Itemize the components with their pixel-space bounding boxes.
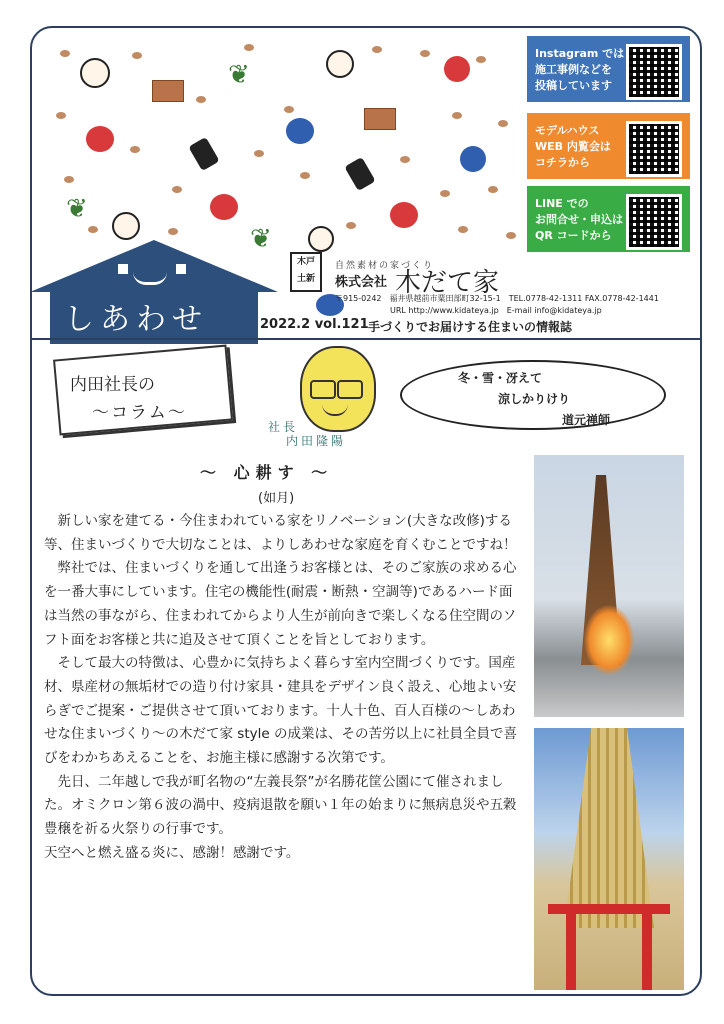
poem-line-1: 冬・雪・冴えて — [458, 371, 543, 385]
glasses-icon — [337, 380, 363, 399]
holly-icon: ❦ — [66, 194, 88, 224]
newsletter-tagline: 手づくりでお届けする住まいの情報誌 — [368, 320, 573, 334]
instagram-text-1: Instagram では — [535, 47, 625, 60]
column-tag-line2: ～コラム～ — [92, 403, 187, 423]
company-name-prefix: 株式会社 — [335, 275, 388, 290]
paragraph: 先日、二年越しで我が町名物の“左義長祭”が名勝花筐公園にて催されました。オミクロン第６波の渦中、疫病退散を願い１年の始まりに無病息災や五穀豊穣を祈る火祭りの行事です。 — [44, 773, 517, 838]
instagram-box[interactable] — [527, 36, 690, 102]
column-body — [44, 510, 520, 866]
okame-face-icon — [326, 50, 354, 78]
instagram-qr-code[interactable] — [626, 44, 682, 100]
poem-author: 道元禅師 — [562, 413, 611, 427]
house-eye-icon — [176, 264, 186, 274]
line-box[interactable] — [527, 186, 690, 252]
blue-oni-icon — [460, 146, 486, 172]
red-oni-icon — [444, 56, 470, 82]
president-name: 内田隆陽 — [286, 434, 347, 448]
model-house-text-1: モデルハウス — [535, 124, 600, 137]
header-divider — [30, 338, 702, 340]
poem-line-2: 涼しかりけり — [498, 392, 571, 406]
company-address: 〒915-0242 福井県越前市粟田部町32-15-1 TEL.0778-42-1311 FAX.0778-42-1441 — [335, 294, 659, 303]
bean-box-icon — [152, 80, 184, 102]
company-url[interactable]: URL http://www.kidateya.jp E-mail info@kidateya.jp — [390, 306, 602, 315]
line-text-1: LINE での — [535, 197, 589, 210]
line-text-2: お問合せ・申込は — [535, 213, 623, 226]
model-house-qr-code[interactable] — [626, 121, 682, 177]
red-oni-icon — [390, 202, 418, 228]
model-house-text-3: コチラから — [535, 156, 590, 169]
column-tag-line1: 内田社長の — [70, 375, 155, 395]
red-oni-icon — [86, 126, 114, 152]
issue-number: 2022.2 vol.121 — [260, 317, 369, 332]
newsletter-title: しあわせ — [64, 302, 208, 337]
company-name: 木だて家 — [395, 268, 500, 298]
instagram-text-3: 投稿しています — [535, 79, 612, 92]
instagram-text-2: 施工事例などを — [535, 63, 612, 76]
paragraph: 弊社では、住まいづくりを通して出逢うお客様とは、そのご家族の求める心を一番大事にしています。住宅の機能性(耐震・断熱・空調等)であるハード面は当然の事ながら、住まわれてからより人生が前向きで楽しくなる住空間のソフト面をお客様と共に追及させて頂くことを旨としております。 — [44, 560, 517, 648]
festival-fire-photo — [534, 455, 684, 717]
company-subtitle: 自然素材の家づくり — [335, 261, 435, 271]
okame-face-icon — [112, 212, 140, 240]
red-oni-icon — [210, 194, 238, 220]
model-house-box[interactable] — [527, 113, 690, 179]
festival-tower-photo — [534, 728, 684, 990]
holly-icon: ❦ — [250, 224, 272, 254]
glasses-icon — [310, 380, 336, 399]
torii-gate — [548, 904, 670, 990]
blue-oni-icon — [286, 118, 314, 144]
line-qr-code[interactable] — [626, 194, 682, 250]
holly-icon: ❦ — [228, 60, 250, 90]
company-logo: 木戸 土新 — [290, 252, 322, 292]
model-house-text-2: WEB 内覧会は — [535, 140, 611, 153]
president-title: 社長 — [268, 420, 299, 434]
house-eye-icon — [118, 264, 128, 274]
bean-box-icon — [364, 108, 396, 130]
column-heading: ～ 心耕す ～ — [200, 463, 334, 482]
okame-face-icon — [80, 58, 110, 88]
paragraph: そして最大の特徴は、心豊かに気持ちよく暮らす室内空間づくりです。国産材、県産材の無垢材での造り付け家具・建具をデザイン良く設え、心地よい安らぎでご提案・ご提供させて頂いております。十人十色、百人百様の～しあわせな住まいづくり～の木だて家 style の成業は、その苦労以上に社員全員で喜びをわかちあえることを、お施主様に感謝する次第です。 — [44, 655, 517, 767]
paragraph: 天空へと燃え盛る炎に、感謝！感謝です。 — [44, 844, 300, 861]
okame-face-icon — [308, 226, 334, 252]
paragraph: 新しい家を建てる・今住まわれている家をリノベーション(大きな改修)する等、住まいづくりで大切なことは、よりしあわせな家庭を育くむことですね！ — [44, 513, 517, 553]
column-month: (如月) — [258, 491, 295, 506]
line-text-3: QR コードから — [535, 229, 612, 242]
